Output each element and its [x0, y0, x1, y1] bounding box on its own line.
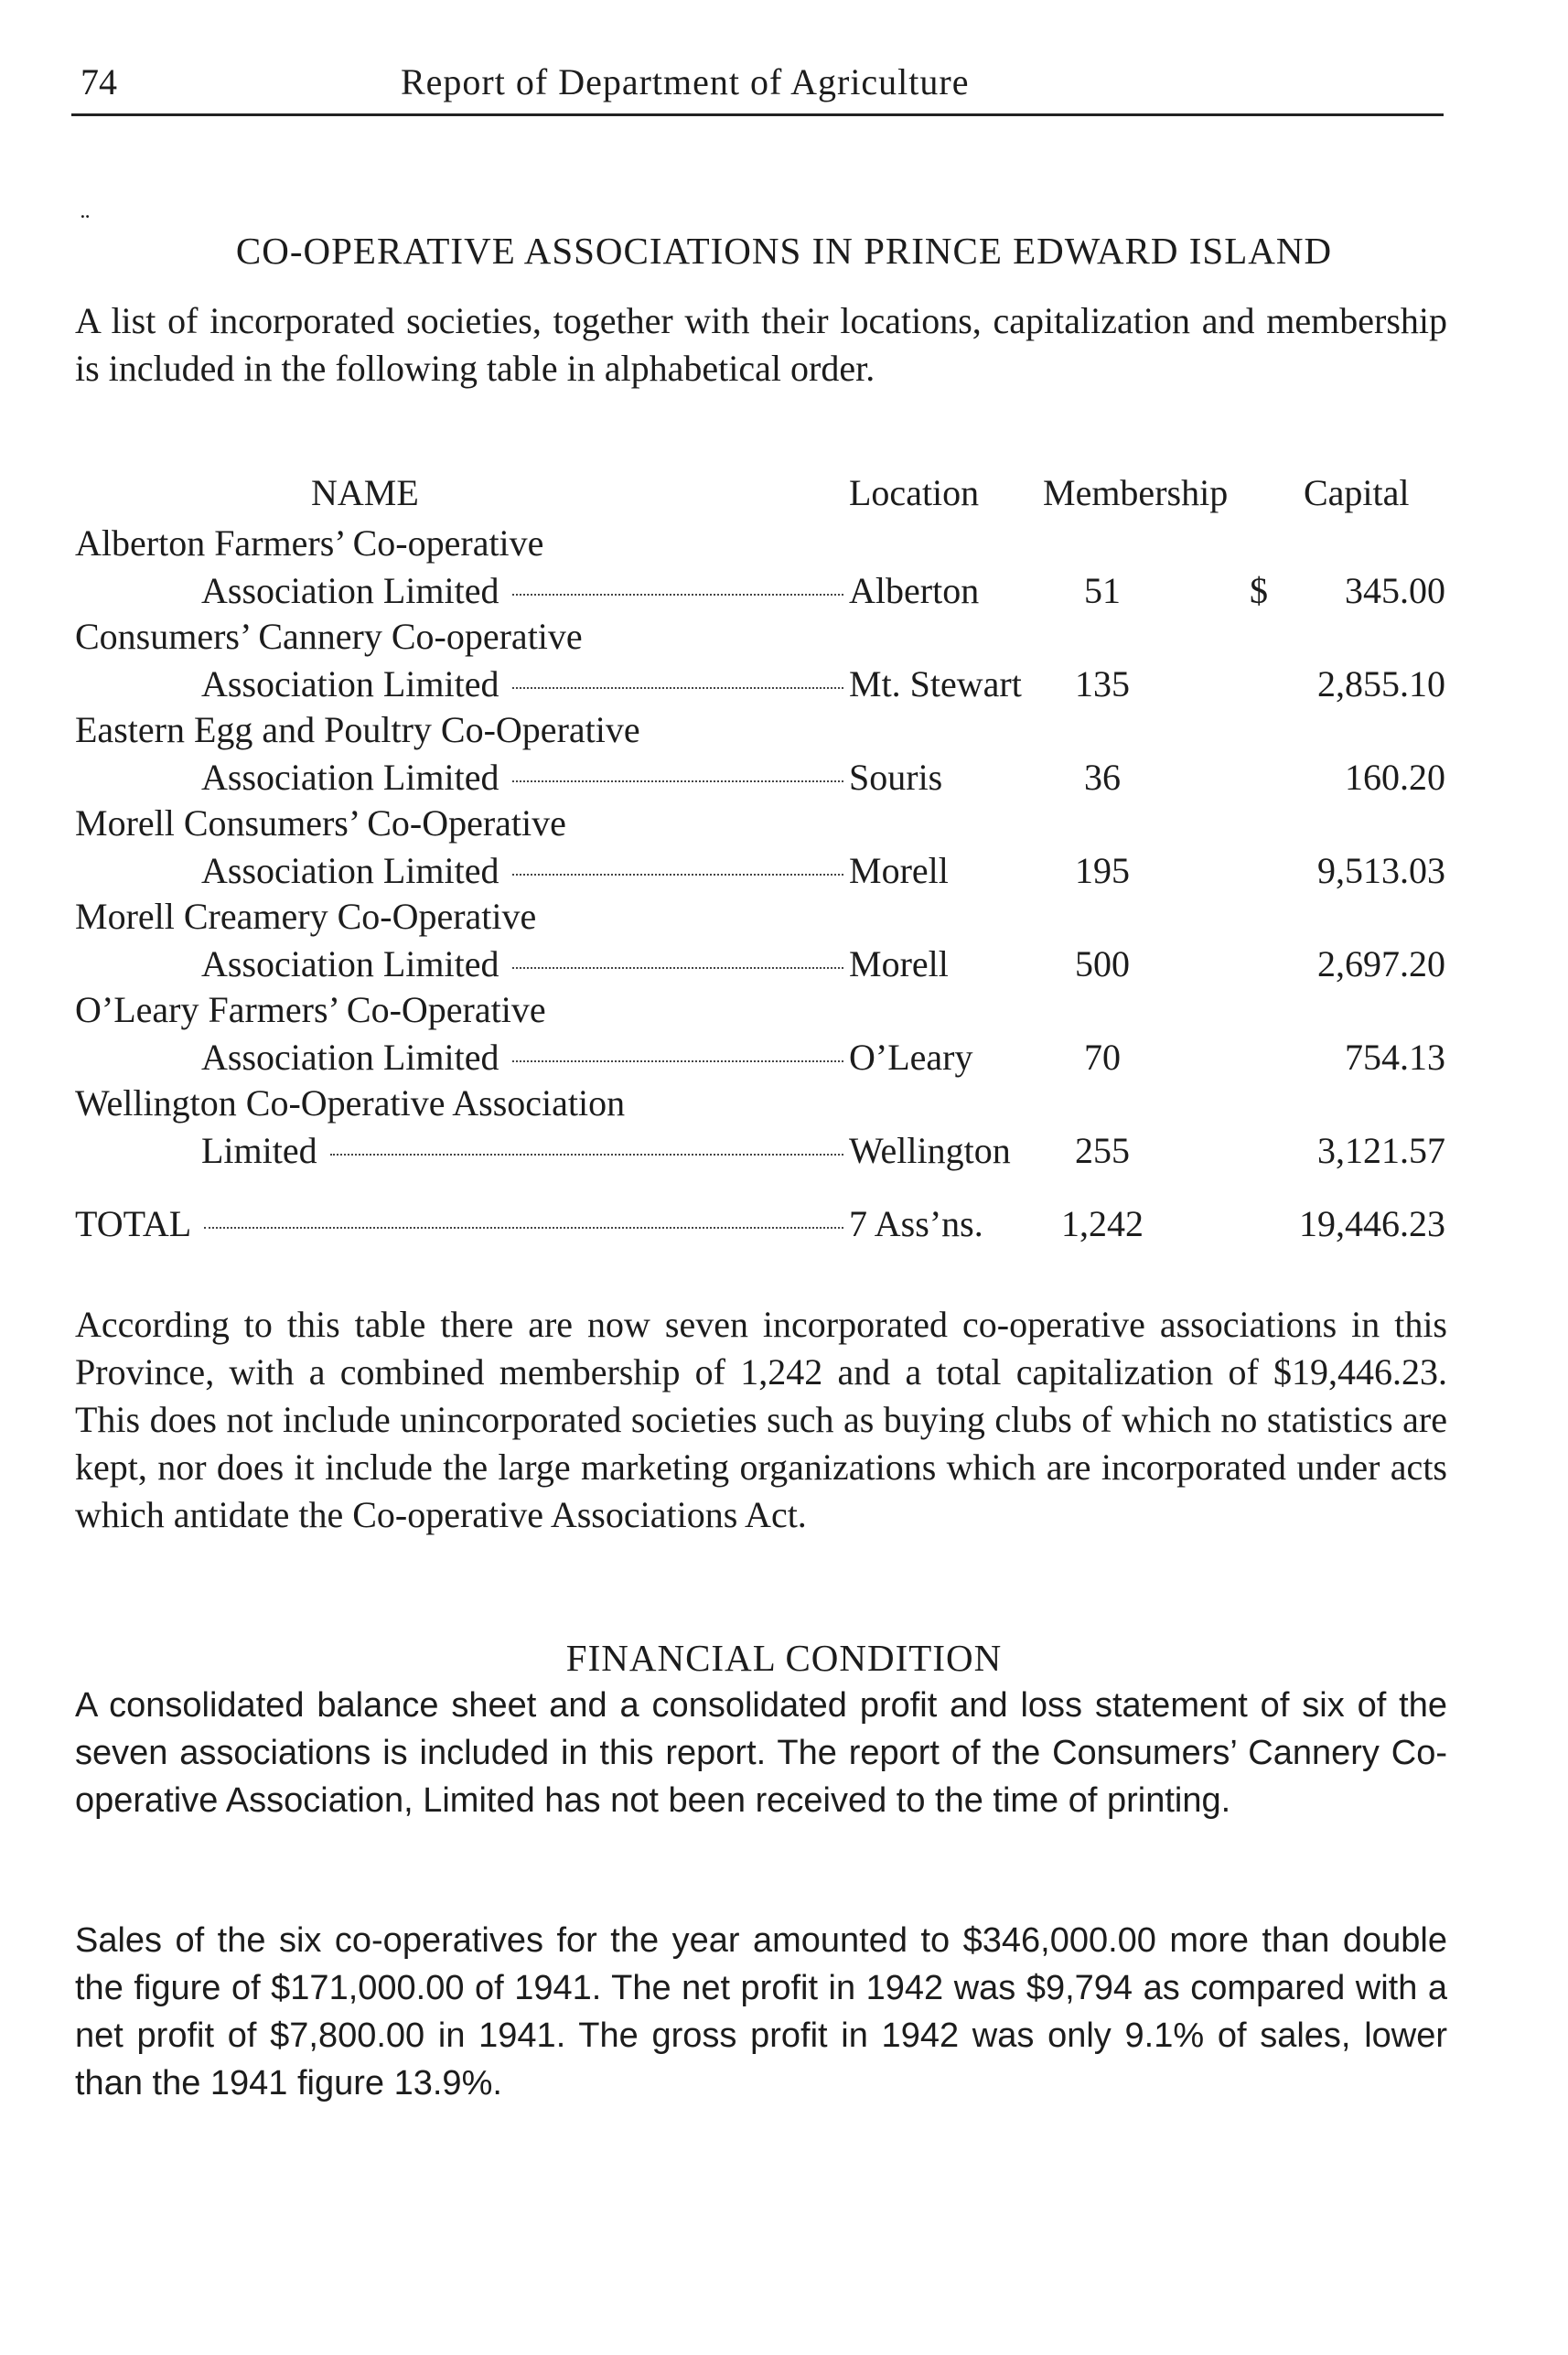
membership-cell: 255 — [1075, 1130, 1130, 1171]
capital-cell: 754.13 — [1345, 1037, 1445, 1078]
dot-leader — [330, 1153, 843, 1156]
association-name-suffix: Association Limited — [201, 757, 499, 798]
dot-leader — [204, 1226, 843, 1229]
dot-leader — [512, 966, 843, 969]
capital-cell: 345.00 — [1345, 570, 1445, 611]
total-membership: 1,242 — [1061, 1203, 1144, 1244]
association-name-line1: Wellington Co-Operative Association — [75, 1082, 626, 1124]
table-header-location: Location — [849, 472, 980, 513]
association-name-line2 — [201, 942, 843, 990]
section-title: CO-OPERATIVE ASSOCIATIONS IN PRINCE EDWARD ISLAND — [235, 230, 1333, 272]
location-cell: Souris — [849, 757, 943, 798]
association-name-line2 — [201, 849, 843, 897]
location-cell: O’Leary — [849, 1037, 973, 1078]
association-name-suffix: Association Limited — [201, 943, 499, 984]
membership-cell: 70 — [1084, 1037, 1121, 1078]
total-capital: 19,446.23 — [1299, 1203, 1445, 1244]
association-name-line1: Alberton Farmers’ Co-operative — [75, 522, 544, 564]
total-label: TOTAL — [75, 1203, 192, 1244]
financial-paragraph-1: A consolidated balance sheet and a consolidated profit and loss statement of six of the seven associations is included in this report. The report of the Consumers’ Cannery Co-operative Association, Limited has not been received to the time of printing. — [75, 1686, 1447, 1820]
association-name-suffix: Association Limited — [201, 850, 499, 891]
financial-condition-title: FINANCIAL CONDITION — [565, 1637, 1003, 1679]
total-label-line — [75, 1202, 843, 1250]
association-name-line1: O’Leary Farmers’ Co-Operative — [75, 989, 546, 1030]
association-name-line2 — [201, 1036, 843, 1083]
association-name-line1: Morell Consumers’ Co-Operative — [75, 802, 566, 844]
dot-leader — [512, 686, 843, 689]
association-name-line2 — [201, 756, 843, 803]
capital-cell: 160.20 — [1345, 757, 1445, 798]
total-location: 7 Ass’ns. — [849, 1203, 983, 1244]
association-name-line1: Eastern Egg and Poultry Co-Operative — [75, 709, 640, 750]
association-name-line2 — [201, 569, 843, 617]
membership-cell: 36 — [1084, 757, 1121, 798]
location-cell: Wellington — [849, 1130, 1011, 1171]
association-name-suffix: Limited — [201, 1130, 317, 1171]
intro-paragraph: A list of incorporated societies, together with their locations, capitalization and membership is included in the following table in alphabetical order. — [75, 300, 1447, 389]
capital-cell: 2,855.10 — [1317, 663, 1445, 704]
running-header — [71, 48, 1444, 116]
location-cell: Mt. Stewart — [849, 663, 1022, 704]
table-header-capital: Capital — [1304, 472, 1410, 513]
association-name-suffix: Association Limited — [201, 1037, 499, 1078]
association-name-line1: Consumers’ Cannery Co-operative — [75, 616, 583, 657]
dot-leader — [512, 1059, 843, 1062]
location-cell: Morell — [849, 943, 949, 984]
running-title: Report of Department of Agriculture — [401, 61, 970, 102]
capital-cell: 9,513.03 — [1317, 850, 1445, 891]
capital-cell: 2,697.20 — [1317, 943, 1445, 984]
dot-leader — [512, 593, 843, 596]
currency-symbol: $ — [1250, 570, 1268, 611]
association-name-suffix: Association Limited — [201, 663, 499, 704]
financial-paragraph-2: Sales of the six co-operatives for the year amounted to $346,000.00 more than double the figure of $171,000.00 of 1941. The net profit in 1942 was $9,794 as compared with a net profit of $7,800.00 in 1941. The gross profit in 1942 was only 9.1% of sales, lower than the 1941 figure 13.9%. — [75, 1921, 1447, 2102]
membership-cell: 135 — [1075, 663, 1130, 704]
dot-leader — [512, 780, 843, 782]
page-number: 74 — [81, 61, 117, 102]
location-cell: Morell — [849, 850, 949, 891]
association-name-line2 — [201, 662, 843, 710]
table-header-membership: Membership — [1043, 472, 1229, 513]
table-header-name: NAME — [311, 472, 419, 513]
membership-cell: 51 — [1084, 570, 1121, 611]
association-name-line1: Morell Creamery Co-Operative — [75, 896, 537, 937]
membership-cell: 500 — [1075, 943, 1130, 984]
print-mark: ¨ — [81, 209, 90, 239]
capital-cell: 3,121.57 — [1317, 1130, 1445, 1171]
association-name-suffix: Association Limited — [201, 570, 499, 611]
association-name-line2 — [201, 1129, 843, 1177]
dot-leader — [512, 873, 843, 876]
location-cell: Alberton — [849, 570, 980, 611]
membership-cell: 195 — [1075, 850, 1130, 891]
summary-paragraph: According to this table there are now seven incorporated co-operative associations in this Province, with a combined membership of 1,242 and a total capitalization of $19,446.23. This does not include unincorporated societies such as buying clubs of which no statistics are kept, nor does it include the large marketing organizations which are incorporated under acts which antidate the Co-operative Associations Act. — [75, 1304, 1447, 1535]
